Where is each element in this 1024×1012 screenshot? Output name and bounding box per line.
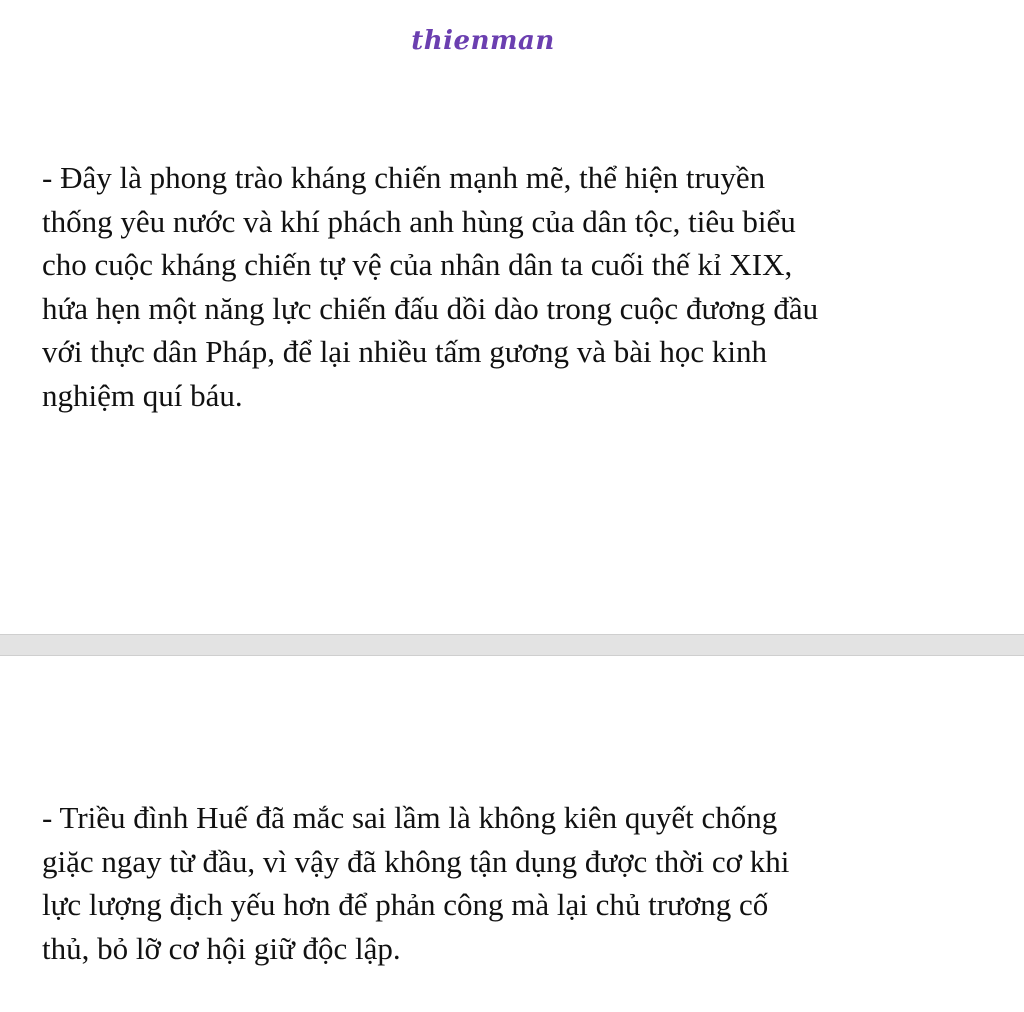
paragraph-2	[42, 796, 942, 970]
paragraph-1	[42, 156, 942, 417]
paragraph-line: thủ, bỏ lỡ cơ hội giữ độc lập.	[42, 930, 401, 966]
paragraph-line: giặc ngay từ đầu, vì vậy đã không tận dụng được thời cơ khi	[42, 843, 790, 879]
paragraph-line: - Đây là phong trào kháng chiến mạnh mẽ, thể hiện truyền	[42, 160, 766, 195]
paragraph-line: hứa hẹn một năng lực chiến đấu dồi dào trong cuộc đương đầu	[42, 290, 819, 326]
paragraph-line: - Triều đình Huế đã mắc sai lầm là không kiên quyết chống	[42, 800, 778, 835]
paragraph-line: với thực dân Pháp, để lại nhiều tấm gương và bài học kinh	[42, 334, 767, 369]
paragraph-line: nghiệm quí báu.	[42, 377, 243, 413]
section-divider	[0, 634, 1024, 656]
watermark-text: thienman	[411, 26, 555, 56]
paragraph-line: thống yêu nước và khí phách anh hùng của dân tộc, tiêu biểu	[42, 203, 796, 239]
paragraph-line: lực lượng địch yếu hơn để phản công mà lại chủ trương cố	[42, 887, 769, 922]
paragraph-line: cho cuộc kháng chiến tự vệ của nhân dân ta cuối thế kỉ XIX,	[42, 247, 793, 282]
